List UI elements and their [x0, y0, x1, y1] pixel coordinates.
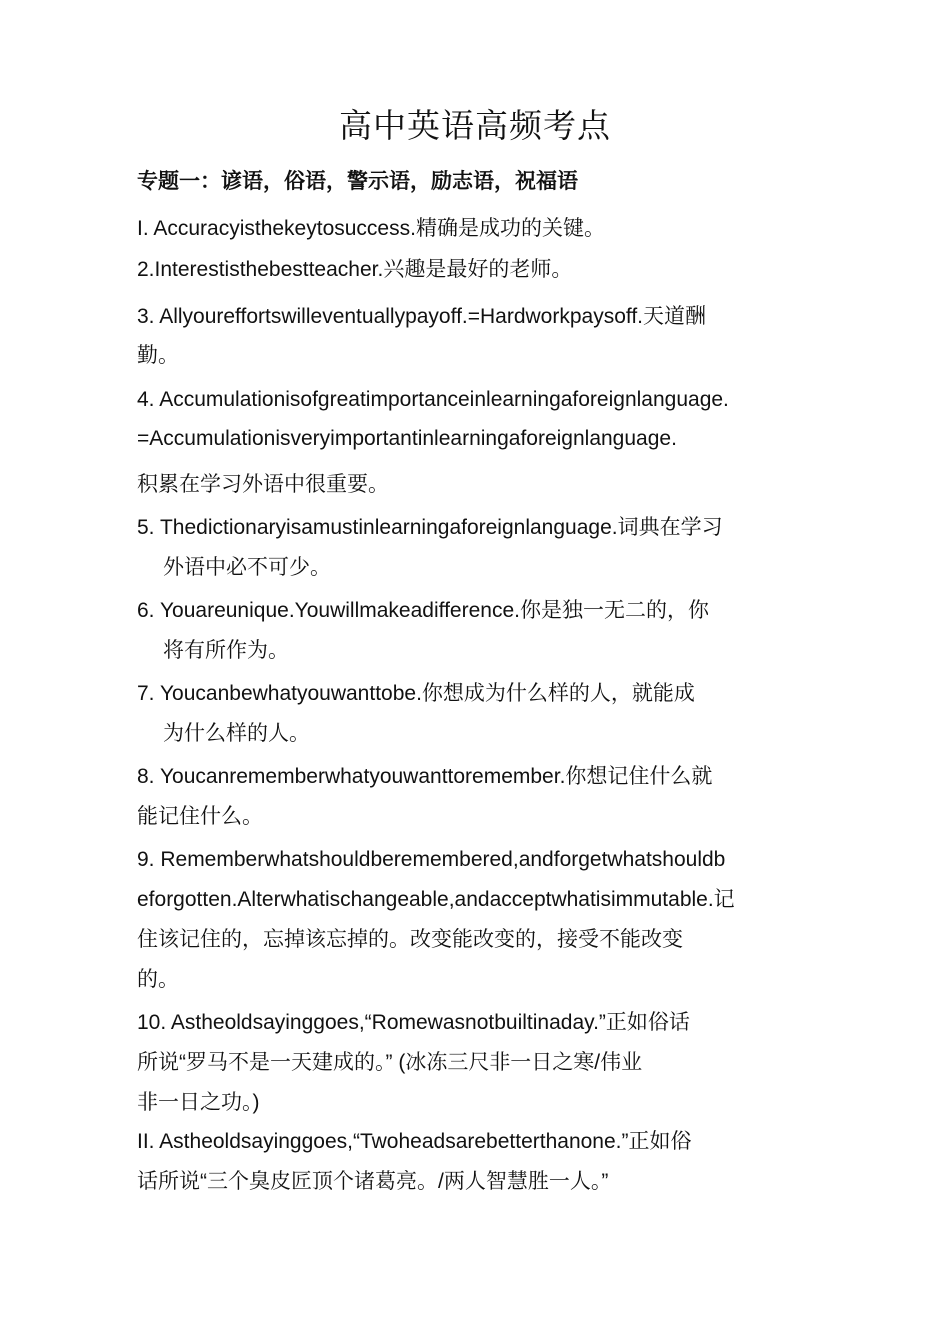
text-line: eforgotten.Alterwhatischangeable,andacceptwhatisimmutable.记 [137, 888, 735, 911]
text-line: 4. Accumulationisofgreatimportanceinlearningaforeignlanguage. [137, 388, 729, 411]
text-line: 将有所作为。 [163, 639, 289, 662]
text-line: =Accumulationisveryimportantinlearningaforeignlanguage. [137, 427, 677, 450]
section-heading: 专题一：谚语，俗语，警示语，励志语，祝福语 [137, 169, 578, 193]
text-line: 3. Allyoureffortswilleventuallypayoff.=Hardworkpaysoff.天道酬 [137, 305, 707, 328]
text-line: 积累在学习外语中很重要。 [137, 473, 389, 496]
text-line: 外语中必不可少。 [163, 556, 331, 579]
text-line: 住该记住的，忘掉该忘掉的。改变能改变的，接受不能改变 [137, 928, 683, 951]
text-line: 勤。 [137, 344, 179, 367]
text-line: 5. Thedictionaryisamustinlearningaforeignlanguage.词典在学习 [137, 516, 723, 539]
text-line: 能记住什么。 [137, 805, 263, 828]
text-line: 2.Interestisthebestteacher.兴趣是最好的老师。 [137, 258, 573, 281]
text-line: II. Astheoldsayinggoes,“Twoheadsarebetterthanone.”正如俗 [137, 1130, 692, 1153]
text-line: 10. Astheoldsayinggoes,“Romewasnotbuiltinaday.”正如俗话 [137, 1011, 690, 1034]
text-line: 9. Rememberwhatshouldberemembered,andforgetwhatshouldb [137, 848, 726, 871]
text-line: 7. Youcanbewhatyouwanttobe.你想成为什么样的人，就能成 [137, 682, 695, 705]
text-line: I. Accuracyisthekeytosuccess.精确是成功的关键。 [137, 217, 605, 240]
text-line: 非一日之功。) [137, 1091, 260, 1114]
text-line: 所说“罗马不是一天建成的。” (冰冻三尺非一日之寒/伟业 [137, 1051, 643, 1074]
text-line: 6. Youareunique.Youwillmakeadifference.你是独一无二的，你 [137, 599, 709, 622]
document-title: 高中英语高频考点 [339, 106, 611, 145]
text-line: 8. Youcanrememberwhatyouwanttoremember.你想记住什么就 [137, 765, 713, 788]
text-line: 的。 [137, 968, 179, 991]
text-line: 为什么样的人。 [163, 722, 310, 745]
text-line: 话所说“三个臭皮匠顶个诸葛亮。/两人智慧胜一人。” [137, 1170, 609, 1193]
